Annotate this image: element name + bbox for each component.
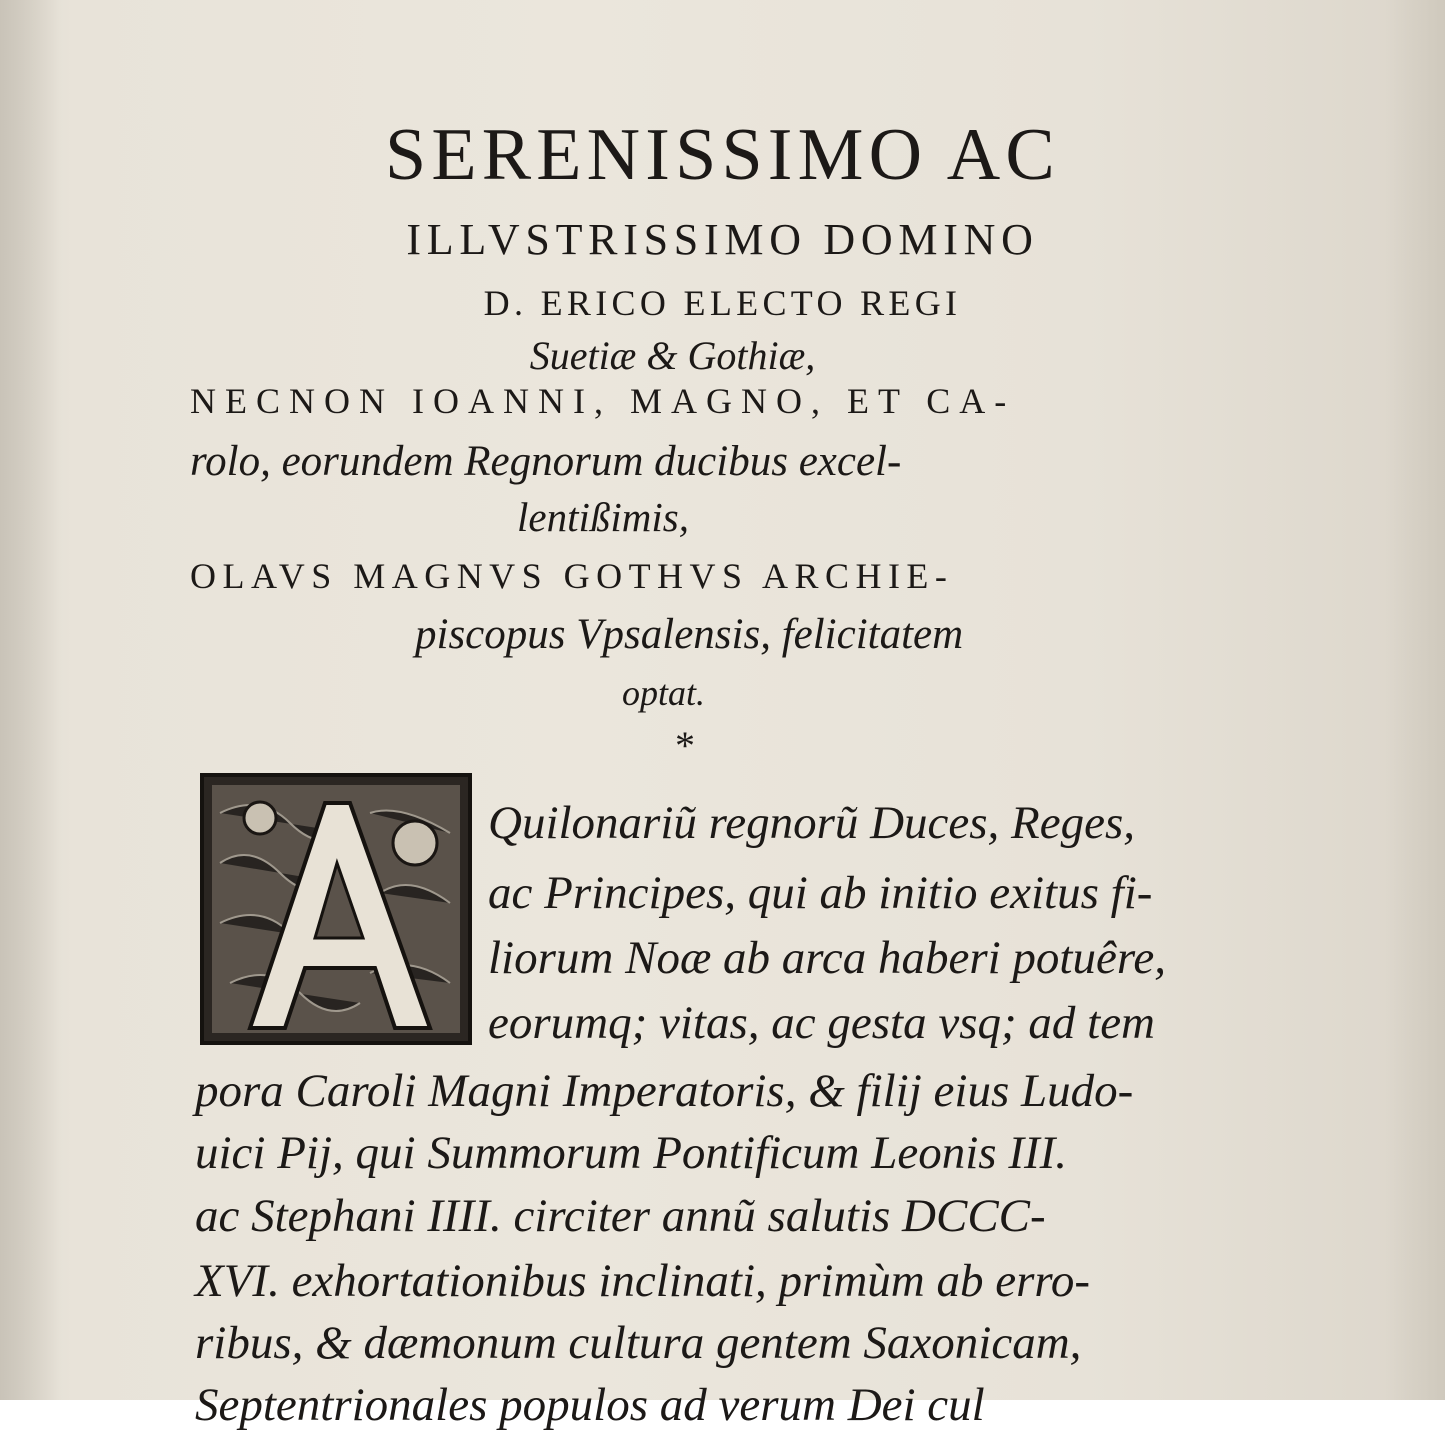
- woodcut-initial-a: [200, 773, 472, 1045]
- heading-line-3: D. ERICO ELECTO REGI: [483, 283, 962, 323]
- body-line-5: pora Caroli Magni Imperatoris, & filij eius Ludo-: [195, 1065, 1134, 1117]
- heading-line-2: ILLVSTRISSIMO DOMINO: [406, 215, 1039, 264]
- body-line-7: ac Stephani IIII. circiter annũ salutis DCCC-: [195, 1190, 1046, 1242]
- body-line-4: eorumq; vitas, ac gesta vsq; ad tem: [488, 997, 1155, 1049]
- body-line-3: liorum Noæ ab arca haberi potuêre,: [488, 932, 1166, 984]
- heading-line-5: NECNON IOANNI, MAGNO, ET CA-: [190, 381, 1016, 421]
- body-line-6: uici Pij, qui Summorum Pontificum Leonis III.: [195, 1127, 1068, 1179]
- heading-line-7: lentißimis,: [517, 494, 689, 540]
- heading-line-4: Suetiæ & Gothiæ,: [529, 333, 816, 378]
- heading-line-10: optat.: [622, 673, 706, 713]
- body-line-10: Septentrionales populos ad verum Dei cul: [195, 1379, 985, 1431]
- asterisk-ornament: *: [675, 723, 695, 768]
- heading-line-1: SERENISSIMO AC: [385, 114, 1060, 196]
- body-line-2: ac Principes, qui ab initio exitus fi-: [488, 867, 1153, 919]
- heading-line-6: rolo, eorundem Regnorum ducibus excel-: [190, 438, 902, 485]
- body-line-8: XVI. exhortationibus inclinati, primùm ab erro-: [195, 1255, 1091, 1307]
- heading-line-8: OLAVS MAGNVS GOTHVS ARCHIE-: [190, 556, 954, 596]
- body-line-1: Quilonariũ regnorũ Duces, Reges,: [488, 797, 1136, 849]
- body-line-9: ribus, & dæmonum cultura gentem Saxonicam,: [195, 1317, 1082, 1369]
- heading-line-9: piscopus Vpsalensis, felicitatem: [415, 611, 964, 658]
